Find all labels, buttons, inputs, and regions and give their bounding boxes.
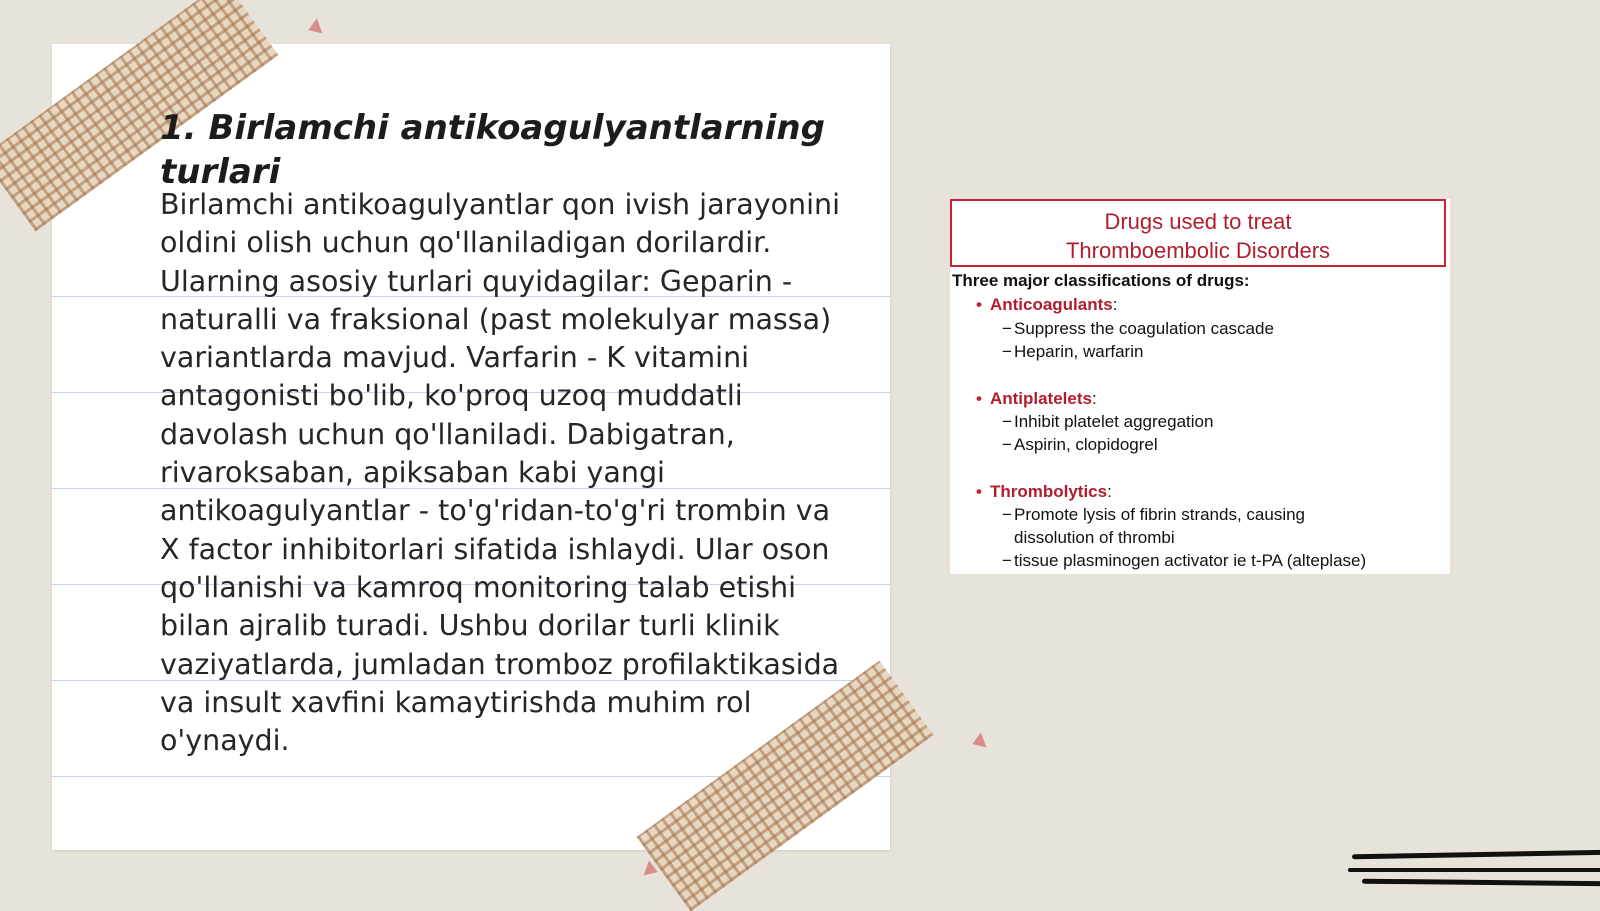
item-text: Heparin, warfarin: [1014, 342, 1144, 361]
category-name: Antiplatelets: [989, 389, 1092, 408]
brush-stroke: [1348, 868, 1600, 872]
category-name: Thrombolytics: [989, 482, 1108, 501]
slide-body-text: Birlamchi antikoagulyantlar qon ivish jarayonini oldini olish uchun qo'llaniladigan dorilardir. Ularning asosiy turlari quyidagilar: Geparin - naturalli va fraksional (past molekulyar massa) variantlarda mavjud. Varfarin - K vitamini antagonisti bo'lib, ko'proq uzoq muddatli davolash uchun qo'llaniladi. Dabigatran, rivaroksaban, apiksaban kabi yangi antikoagulyantlar - to'g'ridan-to'g'ri trombin va X factor inhibitorlari sifatida ishlaydi. Ular oson qo'llanishi va kamroq monitoring talab etishi bilan ajralib turadi. Ushbu dorilar turli klinik vaziyatlarda, jumladan tromboz profilaktikasida va insult xavfini kamaytirishda muhim rol o'ynaydi.: [160, 188, 841, 758]
dash-icon: −: [1002, 505, 1012, 524]
figure-header-line-1: Drugs used to treat: [1104, 209, 1292, 234]
figure-header: [950, 199, 1446, 267]
category-item: [1002, 551, 1366, 571]
tape-tab-right: [970, 732, 987, 751]
dash-icon: −: [1002, 342, 1012, 361]
figure-intro: Three major classifications of drugs:: [952, 271, 1250, 290]
category-item: [1002, 342, 1143, 362]
slide-title: 1. Birlamchi antikoagulyantlarning turlari: [160, 108, 825, 192]
category-item: [1002, 435, 1158, 455]
category-colon: :: [1091, 389, 1097, 408]
bullet-icon: •: [976, 482, 982, 501]
brush-stroke: [1362, 879, 1600, 887]
category-name: Anticoagulants: [989, 295, 1113, 314]
tape-tab-bottom: [644, 860, 661, 879]
brush-stroke: [1352, 850, 1600, 860]
tape-tab-top: [306, 18, 323, 37]
bullet-icon: •: [976, 389, 982, 408]
category-item-continued: dissolution of thrombi: [1014, 528, 1175, 547]
category-item: [1002, 319, 1274, 339]
item-text: Inhibit platelet aggregation: [1014, 412, 1214, 431]
bullet-icon: •: [976, 295, 982, 314]
drug-classification-figure: [950, 199, 1450, 574]
item-text: Promote lysis of fibrin strands, causing: [1014, 505, 1306, 524]
category-item: [1002, 412, 1213, 432]
item-text: Suppress the coagulation cascade: [1014, 319, 1274, 338]
dash-icon: −: [1002, 551, 1012, 570]
category-antiplatelets: [976, 389, 1097, 409]
dash-icon: −: [1002, 319, 1012, 338]
category-colon: :: [1107, 482, 1112, 501]
dash-icon: −: [1002, 435, 1012, 454]
item-text: Aspirin, clopidogrel: [1014, 435, 1158, 454]
category-thrombolytics: [976, 482, 1112, 502]
item-text: tissue plasminogen activator ie t-PA (alteplase): [1014, 551, 1367, 570]
dash-icon: −: [1002, 412, 1012, 431]
category-colon: :: [1112, 295, 1118, 314]
category-item: [1002, 505, 1305, 525]
figure-header-line-2: Thromboembolic Disorders: [1065, 238, 1331, 263]
category-anticoagulants: [976, 295, 1117, 315]
